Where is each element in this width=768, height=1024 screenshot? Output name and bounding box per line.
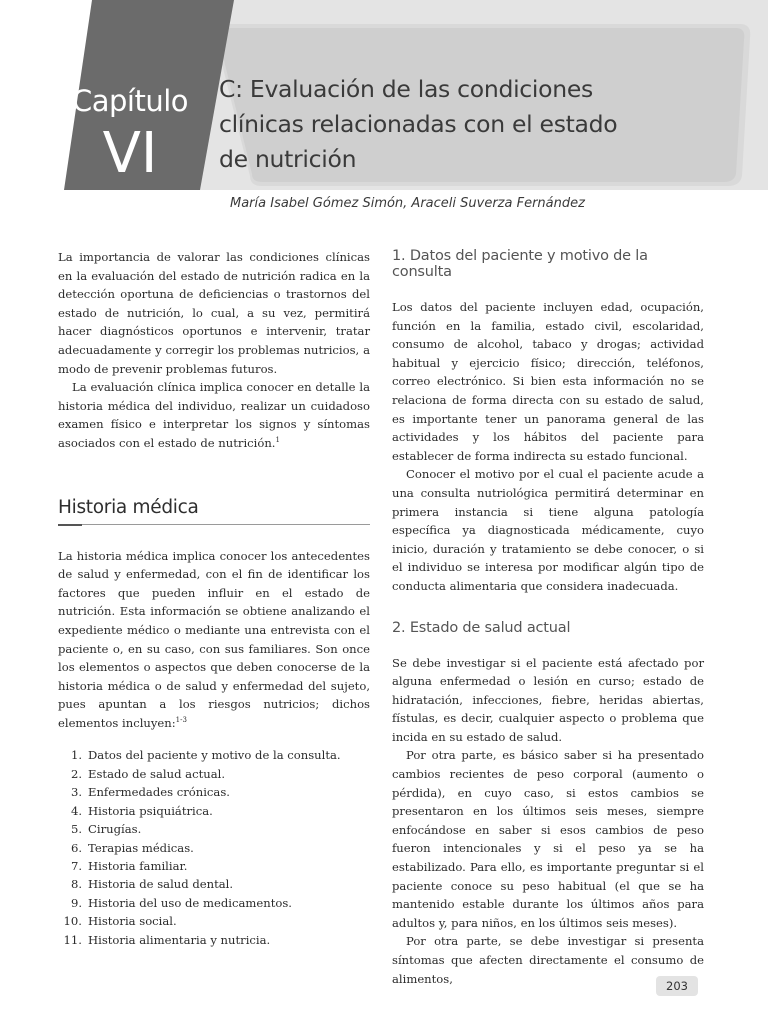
list-item-number: 4. — [70, 803, 82, 818]
chapter-label: Capítulo — [71, 84, 189, 118]
historia-paragraph — [58, 547, 370, 733]
list-item — [58, 783, 370, 801]
subsection-heading-estado-salud: 2. Estado de salud actual — [392, 619, 571, 636]
list-item — [58, 912, 370, 930]
chapter-number: VI — [102, 121, 158, 186]
list-item-text: Historia alimentaria y nutricia. — [88, 932, 271, 947]
chapter-title-line: clínicas relacionadas con el estado — [219, 110, 618, 138]
list-item — [58, 931, 370, 949]
intro-paragraph: La importancia de valorar las condiciones clínicas en la evaluación del estado de nutrición radica en la detección oportuna de deficiencias o trastornos del estado de nutrición, lo cual, a su vez, permitirá hacer diagnósticos oportunos e intervenir, tratar adecuadamente y corregir los problemas nutricios, a modo de prevenir problemas futuros. — [58, 250, 370, 376]
list-item — [58, 857, 370, 875]
list-item — [58, 746, 370, 764]
list-item-number: 1. — [70, 748, 82, 763]
list-item-text: Historia social. — [88, 914, 177, 929]
chapter-title — [219, 72, 689, 177]
list-item — [58, 839, 370, 857]
list-item-number: 8. — [70, 877, 82, 892]
list-item — [58, 765, 370, 783]
list-item-number: 3. — [70, 785, 82, 800]
estado-salud-paragraph: Por otra parte, se debe investigar si presenta síntomas que afecten directamente el consumo de alimentos, — [392, 934, 704, 986]
datos-paragraph: Conocer el motivo por el cual el paciente acude a una consulta nutriológica permitirá determinar en primera instancia si tiene alguna patología específica ya diagnosticada médicamente, cuyo inicio, duración y tratamiento se debe conocer, o si el individuo se interesa por modificar algún tipo de conducta alimentaria que considera inadecuada. — [392, 467, 704, 593]
reference-marker: 1-3 — [175, 716, 187, 725]
list-item-text: Enfermedades crónicas. — [88, 785, 230, 800]
right-column — [392, 248, 704, 988]
list-item — [58, 802, 370, 820]
list-item-text: Estado de salud actual. — [88, 766, 226, 781]
list-item-text: Cirugías. — [88, 822, 142, 837]
left-column — [58, 248, 370, 949]
intro-paragraph-text: La evaluación clínica implica conocer en detalle la historia médica del individuo, realizar un cuidadoso examen físico e interpretar los signos y síntomas asociados con el estado de nutrición. — [58, 380, 370, 450]
page-number: 203 — [656, 976, 698, 996]
list-item — [58, 875, 370, 893]
section-heading-historia-medica: Historia médica — [58, 497, 370, 525]
list-item-text: Historia familiar. — [88, 858, 188, 873]
chapter-title-line: C: Evaluación de las condiciones — [219, 75, 593, 103]
list-item — [58, 894, 370, 912]
chapter-title-line: de nutrición — [219, 145, 357, 173]
list-item-text: Historia psiquiátrica. — [88, 803, 213, 818]
list-item-number: 2. — [70, 766, 82, 781]
subsection-heading-datos: 1. Datos del paciente y motivo de la consulta — [392, 248, 648, 280]
elements-list — [58, 746, 370, 948]
list-item-number: 9. — [70, 895, 82, 910]
list-item-number: 10. — [63, 914, 82, 929]
authors: María Isabel Gómez Simón, Araceli Suverza Fernández — [230, 196, 585, 211]
intro-paragraph — [58, 378, 370, 452]
list-item — [58, 820, 370, 838]
list-item-number: 11. — [63, 932, 82, 947]
list-item-text: Terapias médicas. — [88, 840, 194, 855]
list-item-number: 5. — [70, 822, 82, 837]
list-item-text: Historia de salud dental. — [88, 877, 234, 892]
datos-paragraph: Los datos del paciente incluyen edad, ocupación, función en la familia, estado civil, escolaridad, consumo de alcohol, tabaco y drogas; actividad habitual y ejercicio físico; dirección, teléfonos, correo electrónico. Si bien esta información no se relaciona de forma directa con su estado de salud, es importante tener un panorama general de las actividades y los hábitos del paciente para establecer de forma indirecta su estado funcional. — [392, 300, 704, 463]
historia-paragraph-text: La historia médica implica conocer los antecedentes de salud y enfermedad, con el fin de identificar los factores que pueden influir en el estado de nutrición. Esta información se obtiene analizando el expediente médico o mediante una entrevista con el paciente o, en su caso, con sus familiares. Son once los elementos o aspectos que deben conocerse de la historia médica o de salud y enfermedad del sujeto, pues apuntan a los riesgos nutricios; dichos elementos incluyen: — [58, 548, 370, 730]
estado-salud-paragraph: Por otra parte, es básico saber si ha presentado cambios recientes de peso corporal (aumento o pérdida), en cuyo caso, si estos cambios se presentaron en los últimos seis meses, siempre enfocándose en saber si esos cambios de peso fueron intencionales y si el peso ya se ha estabilizado. Para ello, es importante preguntar si el paciente conoce su peso habitual (el que se ha mantenido estable durante los últimos años para adultos y, para niños, en los últimos seis meses). — [392, 748, 704, 930]
list-item-text: Historia del uso de medicamentos. — [88, 895, 292, 910]
list-item-number: 7. — [70, 858, 82, 873]
estado-salud-paragraph: Se debe investigar si el paciente está afectado por alguna enfermedad o lesión en curso; estado de hidratación, infecciones, fiebre, heridas abiertas, fístulas, es decir, cualquier aspecto o problema que incida en su estado de salud. — [392, 655, 704, 744]
list-item-number: 6. — [70, 840, 82, 855]
reference-marker: 1 — [275, 436, 280, 445]
list-item-text: Datos del paciente y motivo de la consulta. — [88, 748, 341, 763]
